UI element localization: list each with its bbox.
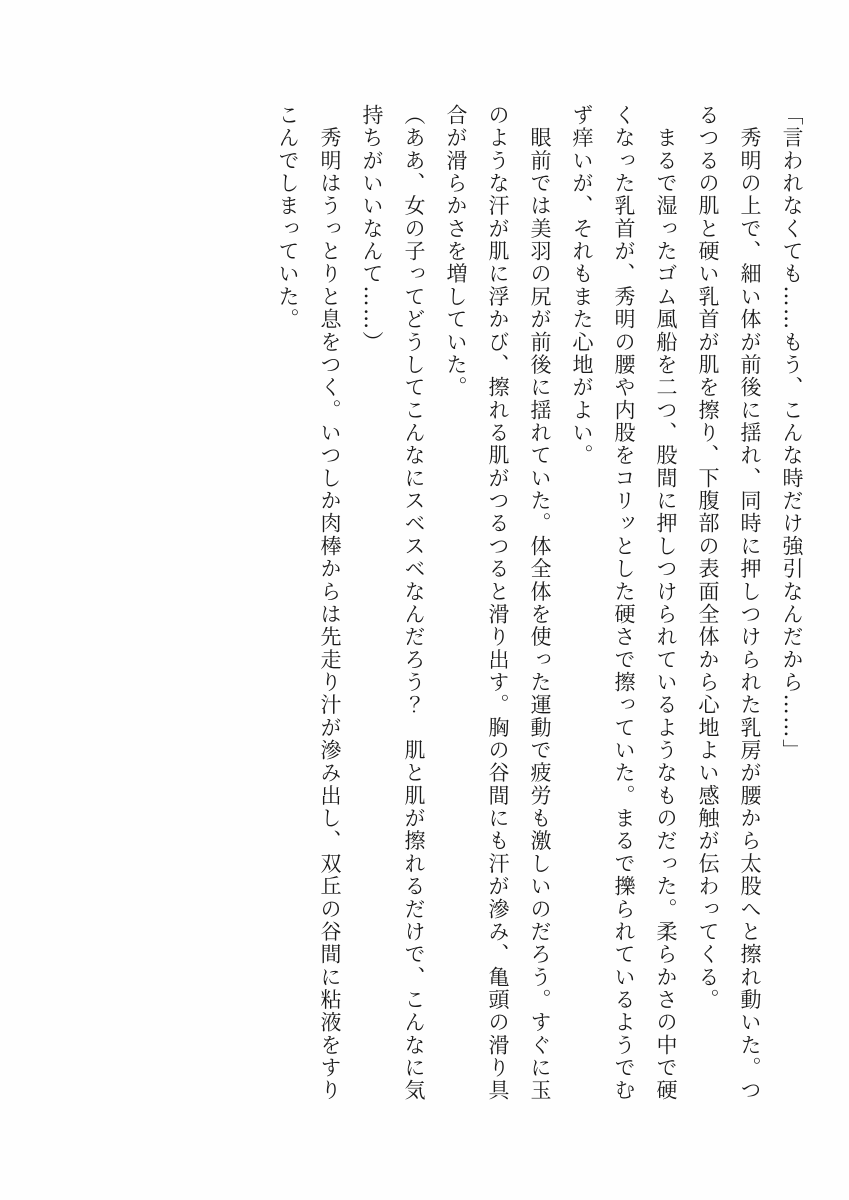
paragraph: まるで湿ったゴム風船を二つ、股間に押しつけられているようなものだった。柔らかさの中で硬くなった乳首が、秀明の腰や内股をコリッとした硬さで擦っていた。まるで擽られているようでむず痒いが、それもまた心地がよい。: [570, 104, 678, 1102]
page-text-block: [267, 104, 813, 1108]
paragraph: 「言われなくても……もう、こんな時だけ強引なんだから……」: [780, 104, 804, 762]
paragraph: 秀明はうっとりと息をつく。いつしか肉棒からは先走り汁が滲み出し、双丘の谷間に粘液をすりこんでしまっていた。: [276, 104, 342, 1102]
paragraph: 眼前では美羽の尻が前後に揺れていた。体全体を使った運動で疲労も激しいのだろう。すぐに玉のような汗が肌に浮かび、擦れる肌がつるつると滑り出す。胸の谷間にも汗が滲み、亀頭の滑り具合が滑らかさを増していた。: [444, 104, 552, 1102]
paragraph: 秀明の上で、細い体が前後に揺れ、同時に押しつけられた乳房が腰から太股へと擦れ動いた。つるつるの肌と硬い乳首が肌を擦り、下腹部の表面全体から心地よい感触が伝わってくる。: [696, 104, 762, 1102]
paragraph: （ああ、女の子ってどうしてこんなにスベスベなんだろう？ 肌と肌が擦れるだけで、こんなに気持ちがいいなんて……）: [360, 104, 426, 1102]
